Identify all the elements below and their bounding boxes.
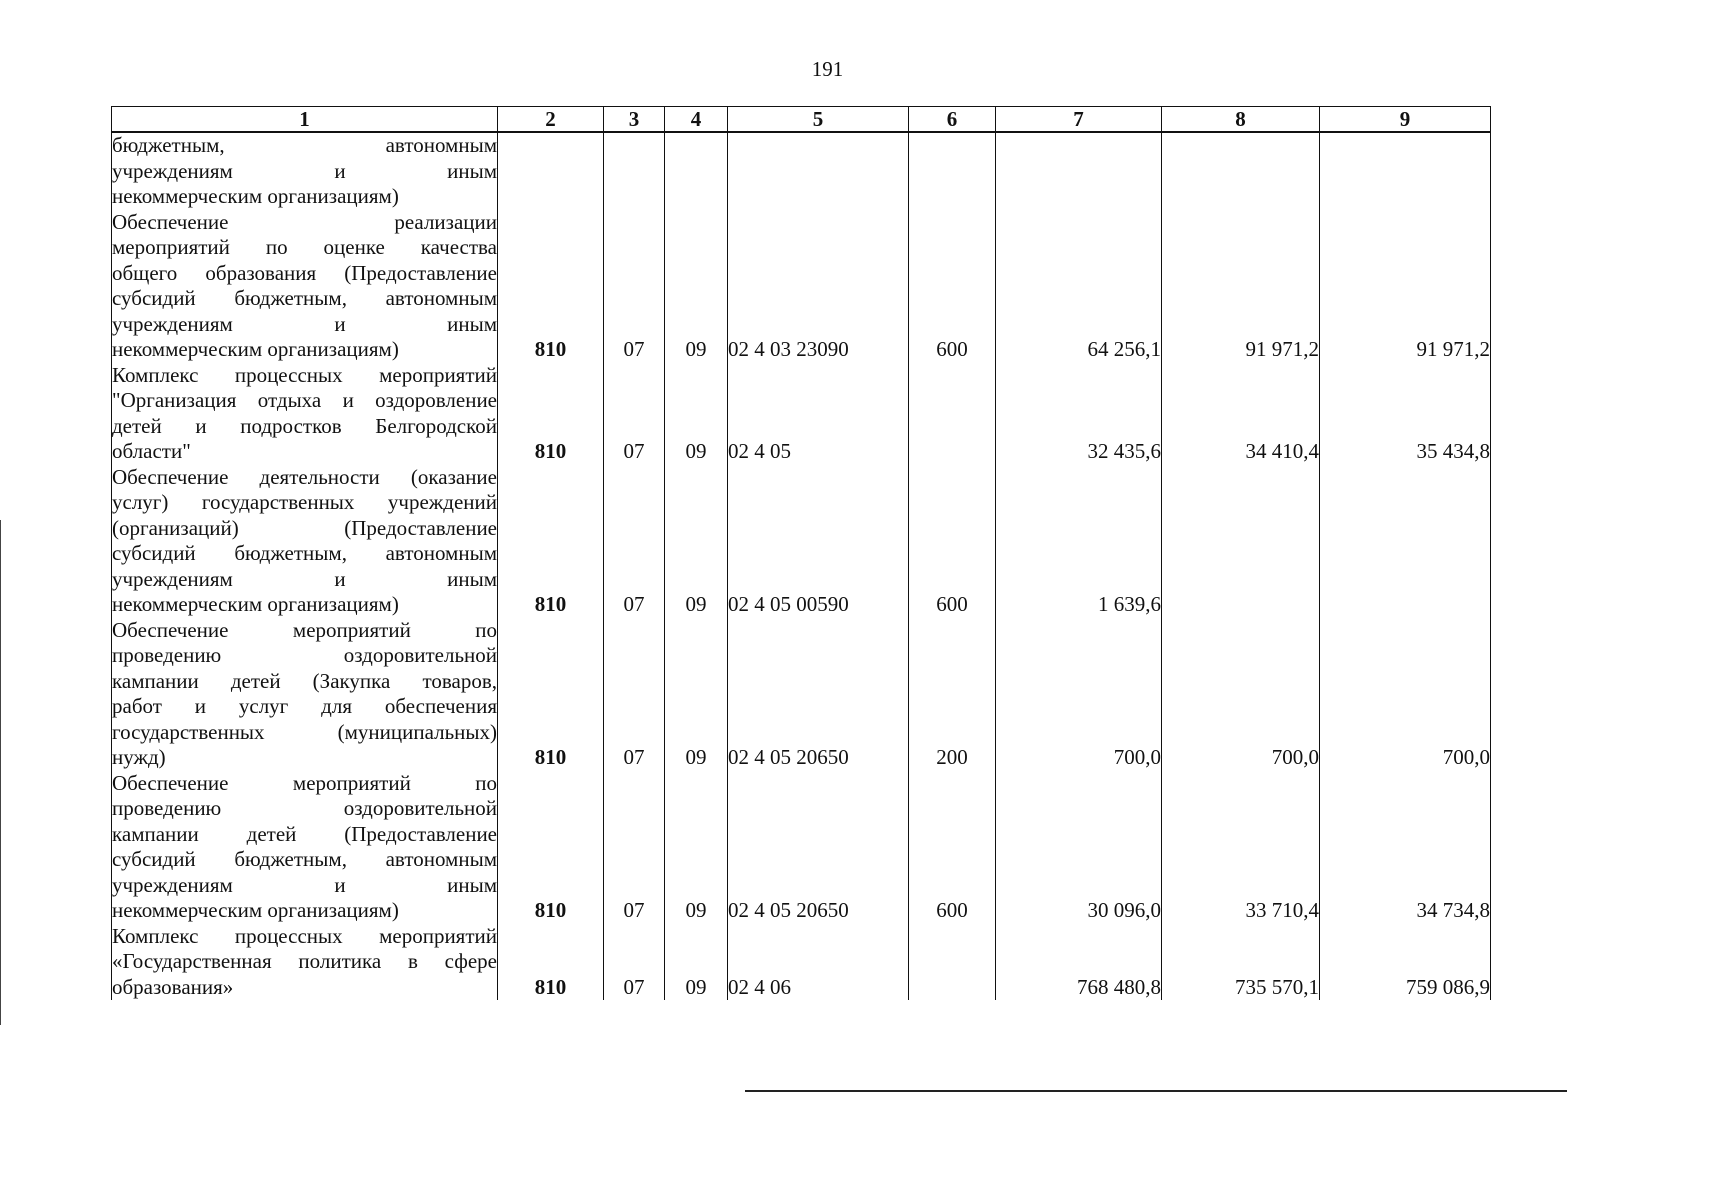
cell-amount-col8: 34 410,4 [1162, 363, 1320, 465]
cell-amount-col7: 32 435,6 [996, 363, 1162, 465]
cell-section: 07 [604, 210, 665, 363]
cell-expense-type [909, 363, 996, 465]
cell-target-article: 02 4 05 00590 [728, 465, 909, 618]
cell-amount-col8: 91 971,2 [1162, 210, 1320, 363]
cell-amount-col9: 700,0 [1320, 618, 1491, 771]
header-col-1: 1 [112, 107, 498, 133]
cell-amount-col9: 91 971,2 [1320, 210, 1491, 363]
cell-amount-col7: 700,0 [996, 618, 1162, 771]
description-line: учреждениям и иным [112, 158, 497, 183]
table-row [112, 363, 1491, 465]
description-line: Обеспечение реализации [112, 209, 497, 234]
cell-target-article [728, 132, 909, 210]
cell-section: 07 [604, 618, 665, 771]
header-col-5: 5 [728, 107, 909, 133]
header-col-4: 4 [665, 107, 728, 133]
description-line: мероприятий по оценке качества [112, 235, 497, 259]
description-line: субсидий бюджетным, автономным [112, 286, 497, 310]
cell-target-article: 02 4 03 23090 [728, 210, 909, 363]
cell-target-article: 02 4 05 20650 [728, 618, 909, 771]
cell-amount-col7: 30 096,0 [996, 771, 1162, 924]
cell-section: 07 [604, 465, 665, 618]
cell-subsection: 09 [665, 210, 728, 363]
header-col-8: 8 [1162, 107, 1320, 133]
table-row [112, 132, 1491, 210]
cell-amount-col9: 35 434,8 [1320, 363, 1491, 465]
cell-amount-col8 [1162, 132, 1320, 210]
description-line: области" [112, 439, 191, 463]
cell-amount-col9 [1320, 132, 1491, 210]
cell-description [112, 771, 498, 924]
description-line: учреждениям и иным [112, 311, 497, 336]
cell-expense-type: 200 [909, 618, 996, 771]
cell-expense-type: 600 [909, 465, 996, 618]
cell-expense-type [909, 132, 996, 210]
cell-admin-code: 810 [498, 924, 604, 1001]
description-line: некоммерческим организациям) [112, 184, 399, 208]
description-line: кампании детей (Предоставление [112, 821, 497, 846]
description-line: некоммерческим организациям) [112, 592, 399, 616]
cell-amount-col8 [1162, 465, 1320, 618]
cell-expense-type: 600 [909, 210, 996, 363]
cell-subsection [665, 132, 728, 210]
cell-expense-type [909, 924, 996, 1001]
cell-amount-col7: 64 256,1 [996, 210, 1162, 363]
cell-admin-code [498, 132, 604, 210]
table-row [112, 771, 1491, 924]
description-line: некоммерческим организациям) [112, 898, 399, 922]
description-line: «Государственная политика в сфере [112, 949, 497, 973]
cell-description [112, 210, 498, 363]
table-row [112, 465, 1491, 618]
description-line: проведению оздоровительной [112, 796, 497, 820]
description-line: субсидий бюджетным, автономным [112, 541, 497, 565]
table-row [112, 618, 1491, 771]
description-line: нужд) [112, 745, 166, 769]
cell-admin-code: 810 [498, 465, 604, 618]
cell-description [112, 924, 498, 1001]
description-line: "Организация отдыха и оздоровление [112, 388, 497, 412]
left-margin-line [0, 520, 1, 1025]
cell-admin-code: 810 [498, 363, 604, 465]
cell-subsection: 09 [665, 363, 728, 465]
cell-admin-code: 810 [498, 618, 604, 771]
header-row [112, 107, 1491, 133]
cell-subsection: 09 [665, 465, 728, 618]
description-line: Комплекс процессных мероприятий [112, 923, 497, 948]
cell-section [604, 132, 665, 210]
cell-description [112, 363, 498, 465]
cell-amount-col7: 768 480,8 [996, 924, 1162, 1001]
description-line: государственных (муниципальных) [112, 719, 497, 744]
description-line: детей и подростков Белгородской [112, 413, 497, 438]
description-line: некоммерческим организациям) [112, 337, 399, 361]
description-line: бюджетным, автономным [112, 133, 497, 157]
table-row [112, 924, 1491, 1001]
description-line: учреждениям и иным [112, 872, 497, 897]
description-line: Обеспечение деятельности (оказание [112, 464, 497, 489]
header-col-3: 3 [604, 107, 665, 133]
footer-rule [745, 1090, 1567, 1092]
header-col-9: 9 [1320, 107, 1491, 133]
cell-description [112, 618, 498, 771]
cell-subsection: 09 [665, 618, 728, 771]
budget-table [111, 106, 1491, 1000]
description-line: учреждениям и иным [112, 566, 497, 591]
cell-amount-col9: 759 086,9 [1320, 924, 1491, 1001]
description-line: проведению оздоровительной [112, 643, 497, 667]
description-line: Комплекс процессных мероприятий [112, 362, 497, 387]
cell-section: 07 [604, 363, 665, 465]
cell-amount-col8: 735 570,1 [1162, 924, 1320, 1001]
cell-amount-col7: 1 639,6 [996, 465, 1162, 618]
cell-admin-code: 810 [498, 771, 604, 924]
cell-target-article: 02 4 05 20650 [728, 771, 909, 924]
description-line: (организаций) (Предоставление [112, 515, 497, 540]
cell-amount-col7 [996, 132, 1162, 210]
description-line: Обеспечение мероприятий по [112, 617, 497, 642]
cell-expense-type: 600 [909, 771, 996, 924]
table-body [112, 132, 1491, 1000]
header-col-6: 6 [909, 107, 996, 133]
cell-amount-col9 [1320, 465, 1491, 618]
description-line: Обеспечение мероприятий по [112, 770, 497, 795]
page-number: 191 [811, 57, 844, 81]
cell-amount-col8: 700,0 [1162, 618, 1320, 771]
cell-amount-col9: 34 734,8 [1320, 771, 1491, 924]
header-col-7: 7 [996, 107, 1162, 133]
cell-target-article: 02 4 06 [728, 924, 909, 1001]
description-line: образования» [112, 974, 234, 999]
cell-description [112, 132, 498, 210]
description-line: работ и услуг для обеспечения [112, 694, 497, 718]
description-line: услуг) государственных учреждений [112, 490, 497, 514]
cell-subsection: 09 [665, 924, 728, 1001]
cell-amount-col8: 33 710,4 [1162, 771, 1320, 924]
cell-admin-code: 810 [498, 210, 604, 363]
cell-description [112, 465, 498, 618]
cell-target-article: 02 4 05 [728, 363, 909, 465]
description-line: кампании детей (Закупка товаров, [112, 668, 497, 693]
cell-section: 07 [604, 924, 665, 1001]
cell-subsection: 09 [665, 771, 728, 924]
table-row [112, 210, 1491, 363]
cell-section: 07 [604, 771, 665, 924]
description-line: субсидий бюджетным, автономным [112, 847, 497, 871]
description-line: общего образования (Предоставление [112, 260, 497, 285]
header-col-2: 2 [498, 107, 604, 133]
